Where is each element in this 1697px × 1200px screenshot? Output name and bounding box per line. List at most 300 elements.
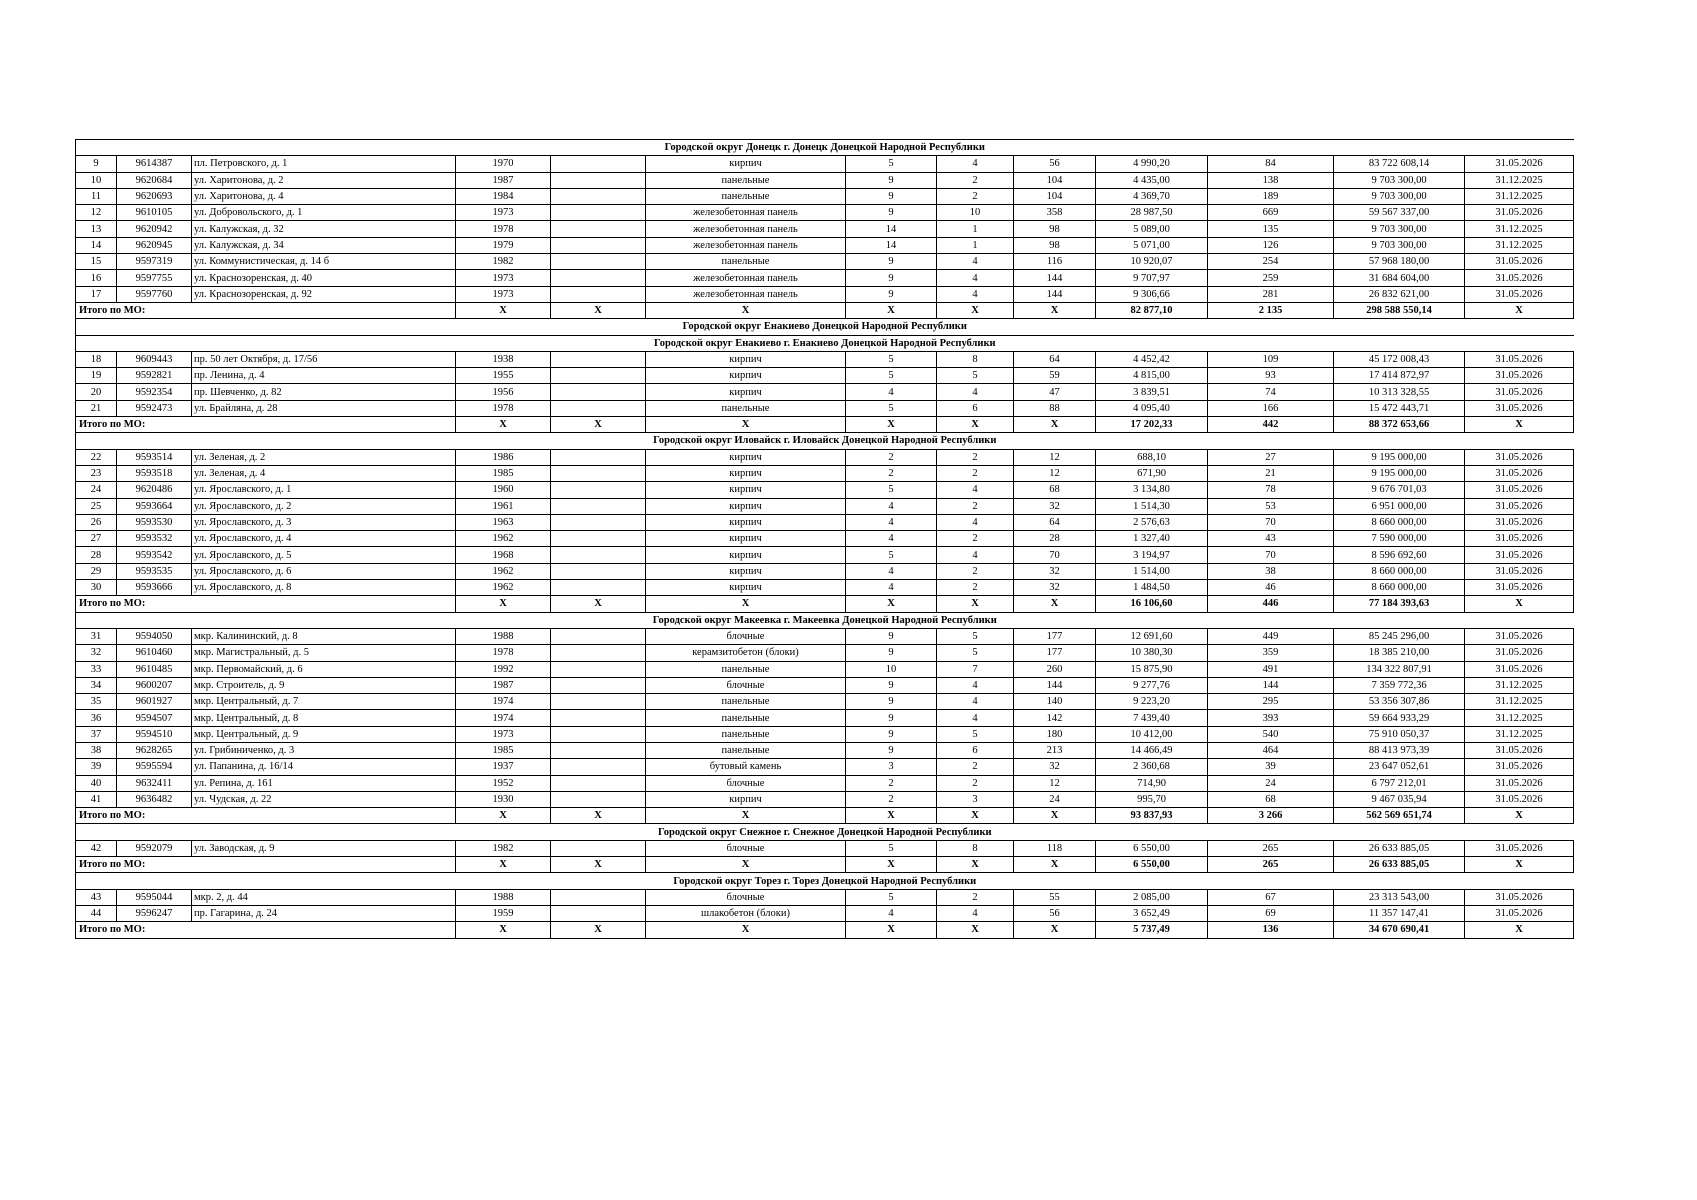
table-row: [76, 156, 1574, 172]
row-number-cell: 40: [76, 775, 117, 791]
apartments-cell: 12: [1014, 449, 1096, 465]
total-wall-material-cell: X: [646, 417, 846, 433]
area-cell: 6 550,00: [1096, 840, 1208, 856]
entrances-cell: 4: [937, 677, 1014, 693]
deadline-cell: 31.05.2026: [1465, 400, 1574, 416]
row-number-cell: 44: [76, 905, 117, 921]
total-spacer: [192, 922, 456, 938]
total-cost-cell: 562 569 651,74: [1334, 808, 1465, 824]
floors-cell: 3: [846, 759, 937, 775]
total-entrances-cell: X: [937, 417, 1014, 433]
address-cell: мкр. Строитель, д. 9: [192, 677, 456, 693]
floors-cell: 5: [846, 156, 937, 172]
building-code-cell: 9600207: [117, 677, 192, 693]
year-built-cell: 1978: [456, 645, 551, 661]
building-code-cell: 9601927: [117, 694, 192, 710]
residents-cell: 669: [1208, 205, 1334, 221]
floors-cell: 2: [846, 775, 937, 791]
total-year-built-cell: X: [456, 857, 551, 873]
year-built-cell: 1987: [456, 172, 551, 188]
cost-cell: 83 722 608,14: [1334, 156, 1465, 172]
entrances-cell: 5: [937, 628, 1014, 644]
area-cell: 9 707,97: [1096, 270, 1208, 286]
total-entrances-cell: X: [937, 857, 1014, 873]
table-row: [76, 384, 1574, 400]
year-built-cell: 1963: [456, 514, 551, 530]
table-row: [76, 498, 1574, 514]
table-row: [76, 172, 1574, 188]
blank-cell-cell: [551, 237, 646, 253]
residents-cell: 464: [1208, 742, 1334, 758]
deadline-cell: 31.05.2026: [1465, 759, 1574, 775]
residents-cell: 70: [1208, 547, 1334, 563]
area-cell: 671,90: [1096, 465, 1208, 481]
blank-cell-cell: [551, 840, 646, 856]
row-number-cell: 19: [76, 368, 117, 384]
table-row: [76, 759, 1574, 775]
apartments-cell: 24: [1014, 791, 1096, 807]
year-built-cell: 1973: [456, 286, 551, 302]
cost-cell: 8 660 000,00: [1334, 563, 1465, 579]
blank-cell-cell: [551, 791, 646, 807]
area-cell: 2 576,63: [1096, 514, 1208, 530]
area-cell: 1 327,40: [1096, 531, 1208, 547]
building-code-cell: 9632411: [117, 775, 192, 791]
area-cell: 1 484,50: [1096, 580, 1208, 596]
table-row: [76, 645, 1574, 661]
floors-cell: 9: [846, 188, 937, 204]
residents-cell: 254: [1208, 254, 1334, 270]
address-cell: ул. Калужская, д. 34: [192, 237, 456, 253]
total-deadline-cell: X: [1465, 302, 1574, 318]
residents-cell: 259: [1208, 270, 1334, 286]
building-code-cell: 9595044: [117, 889, 192, 905]
blank-cell-cell: [551, 547, 646, 563]
wall-material-cell: кирпич: [646, 498, 846, 514]
area-cell: 9 306,66: [1096, 286, 1208, 302]
residents-cell: 491: [1208, 661, 1334, 677]
total-cost-cell: 77 184 393,63: [1334, 596, 1465, 612]
row-number-cell: 30: [76, 580, 117, 596]
row-number-cell: 29: [76, 563, 117, 579]
address-cell: ул. Ярославского, д. 8: [192, 580, 456, 596]
residents-cell: 24: [1208, 775, 1334, 791]
building-code-cell: 9595594: [117, 759, 192, 775]
blank-cell-cell: [551, 710, 646, 726]
total-wall-material-cell: X: [646, 808, 846, 824]
residents-cell: 67: [1208, 889, 1334, 905]
address-cell: ул. Зеленая, д. 2: [192, 449, 456, 465]
total-floors-cell: X: [846, 922, 937, 938]
total-label: Итого по МО:: [76, 857, 192, 873]
cost-cell: 26 832 621,00: [1334, 286, 1465, 302]
apartments-cell: 260: [1014, 661, 1096, 677]
apartments-cell: 118: [1014, 840, 1096, 856]
blank-cell-cell: [551, 726, 646, 742]
entrances-cell: 1: [937, 237, 1014, 253]
deadline-cell: 31.05.2026: [1465, 563, 1574, 579]
deadline-cell: 31.05.2026: [1465, 645, 1574, 661]
row-number-cell: 42: [76, 840, 117, 856]
apartments-cell: 213: [1014, 742, 1096, 758]
deadline-cell: 31.05.2026: [1465, 840, 1574, 856]
total-cost-cell: 88 372 653,66: [1334, 417, 1465, 433]
row-number-cell: 34: [76, 677, 117, 693]
wall-material-cell: блочные: [646, 840, 846, 856]
deadline-cell: 31.05.2026: [1465, 465, 1574, 481]
cost-cell: 75 910 050,37: [1334, 726, 1465, 742]
residents-cell: 126: [1208, 237, 1334, 253]
area-cell: 10 920,07: [1096, 254, 1208, 270]
deadline-cell: 31.12.2025: [1465, 237, 1574, 253]
area-cell: 2 360,68: [1096, 759, 1208, 775]
deadline-cell: 31.05.2026: [1465, 742, 1574, 758]
residents-cell: 74: [1208, 384, 1334, 400]
floors-cell: 2: [846, 791, 937, 807]
floors-cell: 9: [846, 645, 937, 661]
total-residents-cell: 2 135: [1208, 302, 1334, 318]
cost-cell: 10 313 328,55: [1334, 384, 1465, 400]
total-floors-cell: X: [846, 417, 937, 433]
floors-cell: 4: [846, 580, 937, 596]
address-cell: ул. Ярославского, д. 4: [192, 531, 456, 547]
year-built-cell: 1982: [456, 840, 551, 856]
wall-material-cell: железобетонная панель: [646, 237, 846, 253]
apartments-cell: 177: [1014, 628, 1096, 644]
table-row: [76, 726, 1574, 742]
address-cell: ул. Папанина, д. 16/14: [192, 759, 456, 775]
cost-cell: 88 413 973,39: [1334, 742, 1465, 758]
wall-material-cell: панельные: [646, 710, 846, 726]
building-code-cell: 9620684: [117, 172, 192, 188]
table-row: [76, 188, 1574, 204]
wall-material-cell: блочные: [646, 775, 846, 791]
table-row: [76, 270, 1574, 286]
apartments-cell: 56: [1014, 905, 1096, 921]
area-cell: 3 839,51: [1096, 384, 1208, 400]
entrances-cell: 6: [937, 742, 1014, 758]
cost-cell: 9 467 035,94: [1334, 791, 1465, 807]
building-code-cell: 9628265: [117, 742, 192, 758]
building-code-cell: 9597319: [117, 254, 192, 270]
area-cell: 2 085,00: [1096, 889, 1208, 905]
cost-cell: 9 703 300,00: [1334, 237, 1465, 253]
total-apartments-cell: X: [1014, 302, 1096, 318]
address-cell: ул. Ярославского, д. 6: [192, 563, 456, 579]
deadline-cell: 31.05.2026: [1465, 498, 1574, 514]
total-blank-cell-cell: X: [551, 596, 646, 612]
wall-material-cell: кирпич: [646, 351, 846, 367]
building-code-cell: 9620945: [117, 237, 192, 253]
floors-cell: 5: [846, 840, 937, 856]
residents-cell: 38: [1208, 563, 1334, 579]
area-cell: 4 095,40: [1096, 400, 1208, 416]
deadline-cell: 31.05.2026: [1465, 286, 1574, 302]
blank-cell-cell: [551, 254, 646, 270]
cost-cell: 57 968 180,00: [1334, 254, 1465, 270]
total-area-cell: 17 202,33: [1096, 417, 1208, 433]
total-spacer: [192, 857, 456, 873]
total-deadline-cell: X: [1465, 596, 1574, 612]
apartments-cell: 64: [1014, 351, 1096, 367]
blank-cell-cell: [551, 889, 646, 905]
total-label: Итого по МО:: [76, 808, 192, 824]
table-row: [76, 563, 1574, 579]
entrances-cell: 4: [937, 286, 1014, 302]
entrances-cell: 2: [937, 563, 1014, 579]
address-cell: мкр. Центральный, д. 9: [192, 726, 456, 742]
row-number-cell: 36: [76, 710, 117, 726]
blank-cell-cell: [551, 368, 646, 384]
section-header-row: [76, 873, 1574, 889]
total-deadline-cell: X: [1465, 417, 1574, 433]
total-residents-cell: 442: [1208, 417, 1334, 433]
table-row: [76, 775, 1574, 791]
total-spacer: [192, 596, 456, 612]
entrances-cell: 3: [937, 791, 1014, 807]
deadline-cell: 31.05.2026: [1465, 482, 1574, 498]
area-cell: 10 380,30: [1096, 645, 1208, 661]
year-built-cell: 1988: [456, 889, 551, 905]
total-deadline-cell: X: [1465, 857, 1574, 873]
table-row: [76, 628, 1574, 644]
address-cell: ул. Грибиниченко, д. 3: [192, 742, 456, 758]
apartments-cell: 142: [1014, 710, 1096, 726]
floors-cell: 9: [846, 172, 937, 188]
total-row: [76, 302, 1574, 318]
floors-cell: 4: [846, 514, 937, 530]
housing-register-table: [75, 139, 1574, 939]
entrances-cell: 4: [937, 156, 1014, 172]
cost-cell: 26 633 885,05: [1334, 840, 1465, 856]
area-cell: 3 652,49: [1096, 905, 1208, 921]
building-code-cell: 9593664: [117, 498, 192, 514]
section-header-row: [76, 335, 1574, 351]
total-area-cell: 82 877,10: [1096, 302, 1208, 318]
residents-cell: 68: [1208, 791, 1334, 807]
entrances-cell: 5: [937, 726, 1014, 742]
residents-cell: 93: [1208, 368, 1334, 384]
total-apartments-cell: X: [1014, 922, 1096, 938]
wall-material-cell: кирпич: [646, 156, 846, 172]
deadline-cell: 31.05.2026: [1465, 775, 1574, 791]
total-spacer: [192, 417, 456, 433]
total-deadline-cell: X: [1465, 922, 1574, 938]
table-row: [76, 905, 1574, 921]
entrances-cell: 4: [937, 254, 1014, 270]
row-number-cell: 43: [76, 889, 117, 905]
section-title: Городской округ Донецк г. Донецк Донецкой Народной Республики: [76, 140, 1574, 156]
year-built-cell: 1955: [456, 368, 551, 384]
total-area-cell: 6 550,00: [1096, 857, 1208, 873]
entrances-cell: 5: [937, 645, 1014, 661]
row-number-cell: 9: [76, 156, 117, 172]
cost-cell: 17 414 872,97: [1334, 368, 1465, 384]
row-number-cell: 16: [76, 270, 117, 286]
table-row: [76, 580, 1574, 596]
residents-cell: 27: [1208, 449, 1334, 465]
address-cell: ул. Ярославского, д. 2: [192, 498, 456, 514]
residents-cell: 53: [1208, 498, 1334, 514]
residents-cell: 69: [1208, 905, 1334, 921]
blank-cell-cell: [551, 286, 646, 302]
address-cell: ул. Краснозоренская, д. 92: [192, 286, 456, 302]
residents-cell: 135: [1208, 221, 1334, 237]
cost-cell: 18 385 210,00: [1334, 645, 1465, 661]
table-row: [76, 400, 1574, 416]
area-cell: 1 514,00: [1096, 563, 1208, 579]
apartments-cell: 144: [1014, 677, 1096, 693]
apartments-cell: 32: [1014, 759, 1096, 775]
wall-material-cell: кирпич: [646, 791, 846, 807]
total-row: [76, 417, 1574, 433]
row-number-cell: 23: [76, 465, 117, 481]
total-residents-cell: 265: [1208, 857, 1334, 873]
residents-cell: 281: [1208, 286, 1334, 302]
total-label: Итого по МО:: [76, 417, 192, 433]
floors-cell: 9: [846, 726, 937, 742]
building-code-cell: 9594050: [117, 628, 192, 644]
building-code-cell: 9594507: [117, 710, 192, 726]
wall-material-cell: кирпич: [646, 563, 846, 579]
apartments-cell: 98: [1014, 221, 1096, 237]
area-cell: 1 514,30: [1096, 498, 1208, 514]
building-code-cell: 9620942: [117, 221, 192, 237]
section-header-row: [76, 433, 1574, 449]
entrances-cell: 4: [937, 710, 1014, 726]
floors-cell: 9: [846, 628, 937, 644]
building-code-cell: 9609443: [117, 351, 192, 367]
deadline-cell: 31.05.2026: [1465, 254, 1574, 270]
blank-cell-cell: [551, 580, 646, 596]
row-number-cell: 20: [76, 384, 117, 400]
section-title: Городской округ Енакиево Донецкой Народной Республики: [76, 319, 1574, 335]
entrances-cell: 2: [937, 188, 1014, 204]
wall-material-cell: панельные: [646, 254, 846, 270]
building-code-cell: 9610485: [117, 661, 192, 677]
building-code-cell: 9636482: [117, 791, 192, 807]
address-cell: ул. Ярославского, д. 5: [192, 547, 456, 563]
blank-cell-cell: [551, 400, 646, 416]
total-area-cell: 16 106,60: [1096, 596, 1208, 612]
area-cell: 3 194,97: [1096, 547, 1208, 563]
year-built-cell: 1960: [456, 482, 551, 498]
apartments-cell: 32: [1014, 498, 1096, 514]
total-year-built-cell: X: [456, 808, 551, 824]
deadline-cell: 31.05.2026: [1465, 661, 1574, 677]
building-code-cell: 9593514: [117, 449, 192, 465]
year-built-cell: 1984: [456, 188, 551, 204]
residents-cell: 138: [1208, 172, 1334, 188]
building-code-cell: 9593532: [117, 531, 192, 547]
blank-cell-cell: [551, 677, 646, 693]
deadline-cell: 31.05.2026: [1465, 889, 1574, 905]
apartments-cell: 32: [1014, 580, 1096, 596]
blank-cell-cell: [551, 188, 646, 204]
table-row: [76, 351, 1574, 367]
table-row: [76, 254, 1574, 270]
wall-material-cell: кирпич: [646, 482, 846, 498]
register-body: [76, 140, 1574, 939]
area-cell: 995,70: [1096, 791, 1208, 807]
wall-material-cell: железобетонная панель: [646, 221, 846, 237]
building-code-cell: 9592473: [117, 400, 192, 416]
year-built-cell: 1962: [456, 580, 551, 596]
floors-cell: 5: [846, 889, 937, 905]
deadline-cell: 31.05.2026: [1465, 368, 1574, 384]
building-code-cell: 9610460: [117, 645, 192, 661]
deadline-cell: 31.12.2025: [1465, 172, 1574, 188]
address-cell: ул. Калужская, д. 32: [192, 221, 456, 237]
address-cell: ул. Коммунистическая, д. 14 б: [192, 254, 456, 270]
residents-cell: 21: [1208, 465, 1334, 481]
year-built-cell: 1982: [456, 254, 551, 270]
total-row: [76, 808, 1574, 824]
area-cell: 3 134,80: [1096, 482, 1208, 498]
section-header-row: [76, 612, 1574, 628]
deadline-cell: 31.12.2025: [1465, 726, 1574, 742]
blank-cell-cell: [551, 156, 646, 172]
residents-cell: 70: [1208, 514, 1334, 530]
total-wall-material-cell: X: [646, 596, 846, 612]
blank-cell-cell: [551, 465, 646, 481]
total-blank-cell-cell: X: [551, 922, 646, 938]
table-row: [76, 237, 1574, 253]
apartments-cell: 12: [1014, 775, 1096, 791]
cost-cell: 9 703 300,00: [1334, 221, 1465, 237]
area-cell: 4 990,20: [1096, 156, 1208, 172]
year-built-cell: 1986: [456, 449, 551, 465]
cost-cell: 23 313 543,00: [1334, 889, 1465, 905]
deadline-cell: 31.05.2026: [1465, 580, 1574, 596]
blank-cell-cell: [551, 661, 646, 677]
area-cell: 688,10: [1096, 449, 1208, 465]
apartments-cell: 177: [1014, 645, 1096, 661]
table-row: [76, 840, 1574, 856]
row-number-cell: 41: [76, 791, 117, 807]
wall-material-cell: блочные: [646, 677, 846, 693]
total-apartments-cell: X: [1014, 417, 1096, 433]
total-apartments-cell: X: [1014, 808, 1096, 824]
table-row: [76, 368, 1574, 384]
year-built-cell: 1938: [456, 351, 551, 367]
year-built-cell: 1962: [456, 531, 551, 547]
wall-material-cell: кирпич: [646, 531, 846, 547]
row-number-cell: 11: [76, 188, 117, 204]
entrances-cell: 8: [937, 840, 1014, 856]
entrances-cell: 8: [937, 351, 1014, 367]
area-cell: 7 439,40: [1096, 710, 1208, 726]
year-built-cell: 1968: [456, 547, 551, 563]
cost-cell: 7 359 772,36: [1334, 677, 1465, 693]
table-row: [76, 661, 1574, 677]
apartments-cell: 70: [1014, 547, 1096, 563]
address-cell: пр. Шевченко, д. 82: [192, 384, 456, 400]
table-row: [76, 286, 1574, 302]
blank-cell-cell: [551, 221, 646, 237]
wall-material-cell: кирпич: [646, 514, 846, 530]
building-code-cell: 9614387: [117, 156, 192, 172]
floors-cell: 4: [846, 531, 937, 547]
floors-cell: 5: [846, 400, 937, 416]
building-code-cell: 9592821: [117, 368, 192, 384]
year-built-cell: 1988: [456, 628, 551, 644]
building-code-cell: 9592079: [117, 840, 192, 856]
apartments-cell: 116: [1014, 254, 1096, 270]
table-row: [76, 677, 1574, 693]
year-built-cell: 1952: [456, 775, 551, 791]
wall-material-cell: кирпич: [646, 547, 846, 563]
